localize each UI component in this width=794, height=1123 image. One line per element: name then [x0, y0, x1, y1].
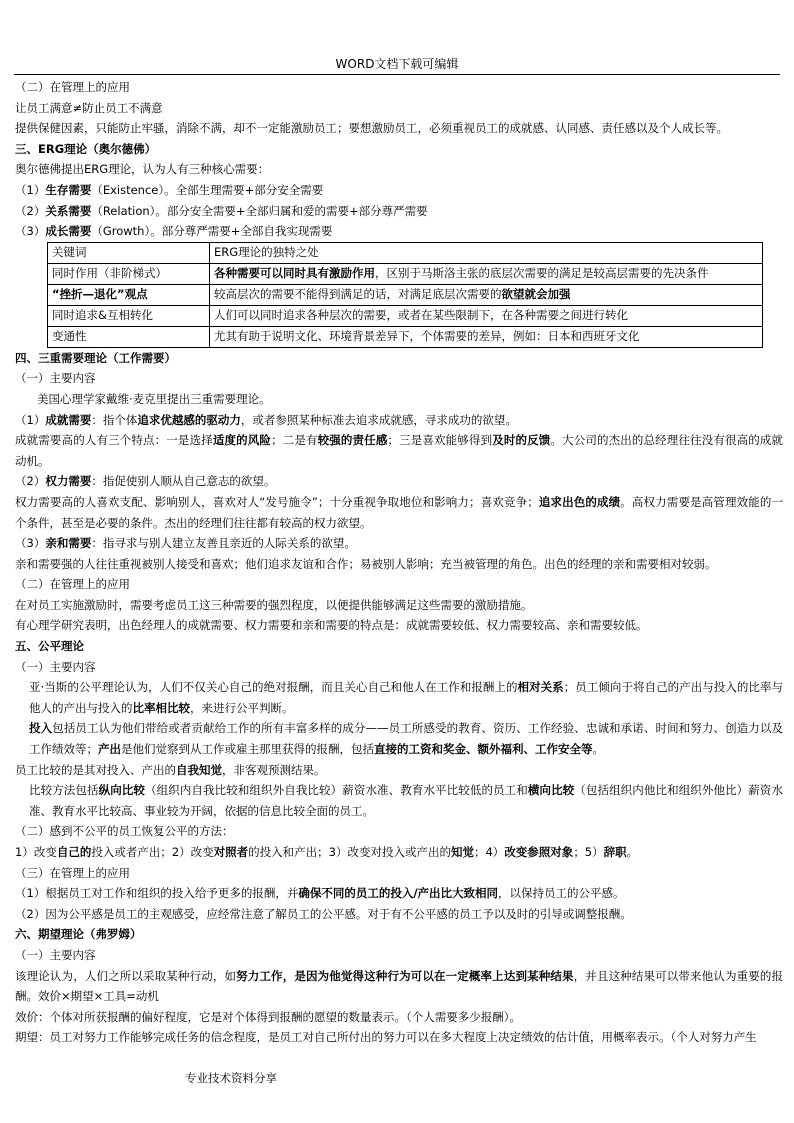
subheading: （二）在管理上的应用	[15, 80, 130, 94]
term: 纵向比较	[98, 783, 146, 798]
paragraph	[15, 492, 783, 533]
page-footer: 专业技术资料分享	[185, 1071, 277, 1085]
emphasis: 比率相比较	[132, 700, 190, 715]
emphasis: 自己的	[56, 845, 92, 859]
text: ；二是有	[271, 433, 318, 448]
emphasis: 相对关系	[517, 680, 564, 695]
text: 包括员工认为他们带给或者贡献给工作的所有丰富多样的成分——员工所感受的教育、资历、工作经验、忠诚和承诺、时间和努力、创造力以及工作绩效等；	[29, 721, 784, 757]
text: 比较方法包括	[29, 783, 99, 798]
emphasis: 努力工作，是因为他觉得这种行为可以在一定概率上达到某种结果	[236, 968, 574, 983]
list-item	[15, 221, 783, 242]
table-row	[48, 305, 763, 326]
text: ；5）	[573, 845, 604, 859]
subheading: （一）主要内容	[15, 947, 96, 962]
text: ；4）	[473, 845, 505, 859]
section-heading: 四、三重需要理论（工作需要）	[15, 350, 176, 365]
text: （Growth）。部分尊严需要+全部自我实现需要	[91, 224, 333, 239]
term: 生存需要	[45, 182, 92, 197]
emphasis: 辞职	[603, 845, 627, 859]
table-row	[48, 242, 763, 263]
text: 。大公司的杰出的总经理往往没有很高的成就动机。	[15, 433, 784, 468]
subheading: （一）主要内容	[15, 371, 96, 386]
term: 产出	[98, 742, 121, 757]
table-cell-desc: ERG理论的独特之处	[210, 242, 763, 263]
paragraph	[15, 760, 783, 781]
term: 亲和需要	[45, 536, 92, 551]
paragraph	[15, 842, 783, 863]
paragraph	[15, 780, 783, 821]
emphasis: 较强的责任感	[317, 433, 388, 448]
emphasis: 对照者	[213, 845, 249, 859]
emphasis: 追求出色的成绩	[538, 494, 621, 509]
list-item	[15, 533, 783, 554]
list-item	[15, 883, 783, 904]
text: ，并且这种结果可以带来他认为重要的报酬。效价×期望×工具=动机	[15, 968, 784, 1004]
text: 。高权力需要是高管理效能的一个条件，甚至是必要的条件。杰出的经理们往往都有较高的权力欲望。	[15, 494, 783, 530]
header-rule	[14, 74, 780, 75]
term: 投入	[29, 721, 53, 736]
paragraph: 奥尔德佛提出ERG理论，认为人有三种核心需要：	[15, 162, 270, 177]
list-item: （2）因为公平感是员工的主观感受，应经常注意了解员工的公平感。对于有不公平感的员工予以及时的引导或调整报酬。	[15, 906, 632, 921]
text: （Relation）。部分安全需要+全部归属和爱的需要+部分尊严需要	[91, 203, 428, 218]
text: 员工比较的是其对投入、产出的	[15, 762, 176, 777]
paragraph	[15, 677, 783, 718]
section-heading: 六、期望理论（弗罗姆）	[15, 927, 142, 942]
subheading: （二）感到不公平的员工恢复公平的方法：	[15, 824, 234, 839]
table-cell-desc: 人们可以同时追求各种层次的需要，或者在某些限制下，在各种需要之间进行转化	[210, 305, 763, 326]
paragraph: 提供保健因素，只能防止牢骚，消除不满，却不一定能激励员工；要想激励员工，必须重视员工的成就感、认同感、责任感以及个人成长等。	[15, 121, 728, 136]
emphasis: 确保不同的员工的投入/产出比大致相同	[298, 886, 499, 901]
term: 成长需要	[45, 224, 92, 239]
text: 1）改变	[15, 845, 57, 859]
text: （包括组织内他比和组织外他比）薪资水准、教育水平比较高、事业较为开阔，依据的信息比较全面的员工。	[29, 783, 784, 818]
paragraph	[15, 718, 783, 759]
emphasis: 适度的风险	[212, 433, 272, 448]
text: （组织内自我比较和组织外自我比较）薪资水准、教育水平比较低的员工和	[145, 783, 528, 798]
text: ；三是喜欢能够得到	[387, 433, 493, 448]
table-row	[48, 263, 763, 284]
list-marker: （3）	[15, 536, 46, 551]
table-cell-desc: 尤其有助于说明文化、环境背景差异下，个体需要的差异，例如：日本和西班牙文化	[210, 326, 763, 347]
text: ：指寻求与别人建立友善且亲近的人际关系的欲望。	[91, 536, 356, 551]
paragraph: 有心理学研究表明，出色经理人的成就需要、权力需要和亲和需要的特点是：成就需要较低、权力需要较高、亲和需要较低。	[15, 618, 648, 633]
emphasis: 各种需要可以同时具有激励作用	[214, 266, 375, 281]
text: ，或者参照某种标准去追求成就感，寻求成功的欲望。	[240, 412, 517, 427]
table-row	[48, 284, 763, 305]
text: ，以保持员工的公平感。	[498, 886, 625, 901]
text: ，来进行公平判断。	[190, 700, 294, 715]
document-body	[15, 77, 783, 1048]
list-item	[15, 410, 783, 431]
text: 较高层次的需要不能得到满足的话，对满足底层次需要的	[214, 287, 502, 302]
erg-table	[47, 242, 763, 348]
list-marker: （2）	[15, 203, 46, 218]
paragraph: 效价：个体对所获报酬的偏好程度，它是对个体得到报酬的愿望的数量表示。（个人需要多少报酬）。	[15, 1009, 521, 1024]
text: 成就需要高的人有三个特点：一是选择	[15, 433, 213, 448]
text: 。	[626, 845, 639, 859]
emphasis: 及时的反馈	[492, 433, 551, 448]
emphasis: 知觉	[450, 845, 474, 859]
emphasis: 欲望就会加强	[501, 287, 571, 302]
paragraph: 美国心理学家戴维·麦克里提出三重需要理论。	[37, 391, 271, 406]
page-header: WORD文档下载可编辑	[335, 57, 459, 71]
paragraph: 让员工满意≠防止员工不满意	[15, 100, 163, 115]
term: 权力需要	[45, 474, 92, 489]
text: ，区别于马斯洛主张的底层次需要的满足是较高层需要的先决条件	[375, 266, 709, 281]
emphasis: 直接的工资和奖金、额外福利、工作安全等	[374, 742, 593, 757]
table-cell-keyword	[48, 284, 210, 305]
paragraph: 期望：员工对努力工作能够完成任务的信念程度，是员工对自己所付出的努力可以在多大程度上决定绩效的估计值，用概率表示。（个人对努力产生	[15, 1030, 757, 1045]
text: ：指个体	[91, 412, 138, 427]
table-cell-keyword: 变通性	[48, 326, 210, 347]
text: 投入或者产出；2）改变	[91, 845, 214, 859]
text: 权力需要高的人喜欢支配、影响别人，喜欢对人“发号施令”；十分重视争取地位和影响力；喜欢竞争；	[15, 494, 539, 509]
subheading: （二）在管理上的应用	[15, 577, 130, 592]
table-cell-keyword: 关键词	[48, 242, 210, 263]
paragraph: 在对员工实施激励时，需要考虑员工这三种需要的强烈程度，以便提供能够满足这些需要的激励措施。	[15, 597, 533, 612]
text: 亚·当斯的公平理论认为，人们不仅关心自己的绝对报酬，而且关心自己和他人在工作和报酬上的	[29, 680, 518, 695]
text: 。	[592, 742, 604, 757]
emphasis: “挫折—退化”观点	[52, 287, 148, 302]
section-heading: 五、公平理论	[15, 639, 84, 654]
list-marker: （2）	[15, 474, 46, 489]
emphasis: 改变参照对象	[504, 845, 574, 859]
term: 成就需要	[45, 412, 92, 427]
list-item	[15, 201, 783, 222]
section-heading: 三、ERG理论（奥尔德佛）	[15, 141, 157, 156]
subheading: （一）主要内容	[15, 659, 96, 674]
text: （Existence）。全部生理需要+部分安全需要	[91, 182, 324, 197]
list-item	[15, 471, 783, 492]
paragraph	[15, 430, 783, 471]
term: 关系需要	[45, 203, 92, 218]
text: ：指促使别人顺从自己意志的欲望。	[91, 474, 276, 489]
table-cell-keyword: 同时作用（非阶梯式）	[48, 263, 210, 284]
text: 该理论认为，人们之所以采取某种行动，如	[15, 968, 237, 983]
emphasis: 追求优越感的驱动力	[137, 412, 241, 427]
list-item	[15, 180, 783, 201]
emphasis: 自我知觉	[176, 762, 222, 777]
text: （1）根据员工对工作和组织的投入给予更多的报酬，并	[15, 886, 299, 901]
paragraph: 亲和需要强的人往往重视被别人接受和喜欢；他们追求友谊和合作；易被别人影响；充当被管理的角色。出色的经理的亲和需要相对较弱。	[15, 556, 717, 571]
text: 的投入和产出；3）改变对投入或产出的	[248, 845, 451, 859]
text: ；员工倾向于将自己的产出与投入的比率与他人的产出与投入的	[29, 680, 784, 715]
subheading: （三）在管理上的应用	[15, 865, 130, 880]
text: 是他们觉察到从工作或雇主那里获得的报酬，包括	[121, 742, 374, 757]
paragraph	[15, 966, 783, 1007]
list-marker: （3）	[15, 224, 46, 239]
table-cell-desc	[210, 284, 763, 305]
text: ，非客观预测结果。	[222, 762, 326, 777]
list-marker: （1）	[15, 412, 46, 427]
table-row	[48, 326, 763, 347]
list-marker: （1）	[15, 182, 46, 197]
term: 横向比较	[527, 783, 575, 798]
table-cell-desc	[210, 263, 763, 284]
table-cell-keyword: 同时追求&互相转化	[48, 305, 210, 326]
